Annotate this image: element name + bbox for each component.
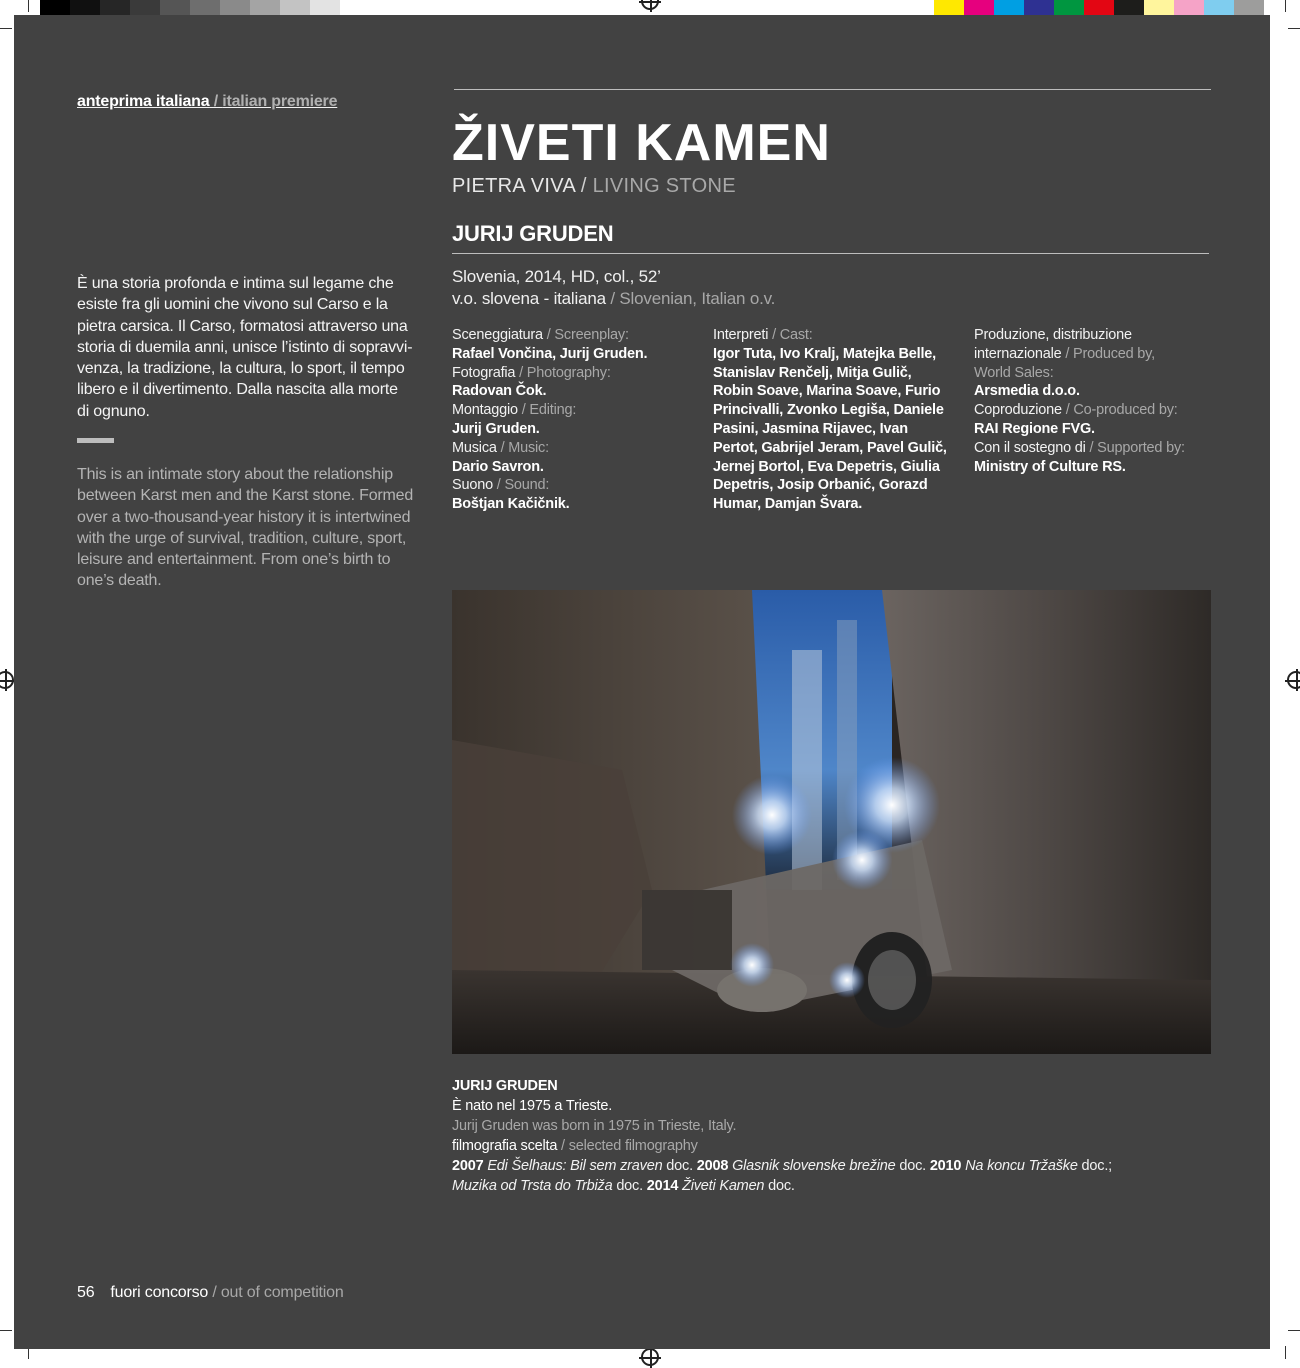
credit-editing [452,401,697,420]
synopsis-line: one’s death. [77,572,162,590]
color-swatch [1144,0,1174,15]
cast-line: Robin Soave, Marina Soave, Furio [713,383,941,400]
footer-sep: / [208,1284,221,1301]
bio-name: JURIJ GRUDEN [452,1078,558,1094]
credit-support [974,439,1219,458]
footer-section-it: fuori concorso [110,1284,209,1301]
language-en: Slovenian, Italian o.v. [619,289,776,308]
synopsis-line: leisure and entertainment. From one’s birth to [77,551,391,569]
cast-line: Humar, Damjan Švara. [713,496,863,513]
cast-line: Depetris, Josip Orbanić, Gorazd [713,477,928,494]
gray-swatch [280,0,310,15]
credit-photography [452,364,697,383]
cast-line: Igor Tuta, Ivo Kralj, Matejka Belle, [713,345,936,362]
credit-cast [713,326,958,345]
section-label [77,93,337,111]
color-swatch [934,0,964,15]
gray-swatch [100,0,130,15]
color-swatch [1084,0,1114,15]
credit-value: RAI Regione FVG. [974,420,1095,437]
credit-label-en: Produced by, [1073,345,1155,362]
credit-value: Jurij Gruden. [452,420,540,437]
director-name: JURIJ GRUDEN [452,221,614,246]
film-subtitle [452,175,736,198]
film-specs: Slovenia, 2014, HD, col., 52’ [452,267,661,286]
page-number: 56 [77,1284,95,1301]
credit-sep: / [496,439,509,456]
credit-music [452,439,697,458]
credit-sound [452,476,697,495]
synopsis-line: È una storia profonda e intima sul legame che [77,275,394,292]
filmography-title: Na koncu Tržaške [965,1158,1078,1174]
credit-sep: / [492,477,505,494]
gray-swatch [160,0,190,15]
credit-value: Dario Savron. [452,458,544,475]
credit-label-en: Sound: [504,477,550,494]
top-rule [454,89,1211,90]
page-footer [77,1284,344,1302]
registration-mark-icon [641,0,659,10]
cast-line: Stanislav Renčelj, Mitja Gulič, [713,364,912,381]
crop-mark [1288,1330,1300,1331]
subtitle-en: LIVING STONE [592,175,736,197]
credit-label-it: Coproduzione [974,402,1062,419]
director-rule [452,253,1209,254]
synopsis-line: venza, la tradizione, la cultura, lo sport, il tempo [77,360,405,378]
filmography-line [452,1156,1212,1176]
color-swatch [1114,0,1144,15]
synopsis-line: This is an intimate story about the relationship [77,466,393,483]
cmyk-color-bar [934,0,1264,15]
footer-section-en: out of competition [220,1284,344,1301]
synopsis-line: over a two-thousand-year history it is intertwined [77,508,411,526]
filmography-line [452,1176,1212,1196]
filmography-year: 2014 [646,1178,679,1194]
synopsis-line: storia di duemila anni, unisce l’istinto di sopravvi- [77,338,413,356]
credit-label-it: Interpreti [713,327,769,343]
section-label-sep: / [209,93,223,110]
filmography-year: 2008 [696,1158,729,1174]
crop-mark [0,1330,12,1331]
credit-label-en: Cast: [779,327,813,343]
color-swatch [1024,0,1054,15]
credit-sep: / [1061,345,1073,362]
credit-screenplay [452,326,697,345]
cast-line: Pertot, Gabrijel Jeram, Pavel Gulič, [713,439,947,456]
credit-label-it: Suono [452,477,493,494]
credit-sep: / [1061,402,1074,419]
bio-born-it: È nato nel 1975 a Trieste. [452,1098,613,1114]
credit-sep: / [542,327,555,343]
credit-label-en: World Sales: [974,364,1054,381]
filmography-kind: doc. [768,1178,795,1194]
filmography-title: Edi Šelhaus: Bil sem zraven [487,1158,663,1174]
filmography-kind: doc. [899,1158,926,1174]
film-title: ŽIVETI KAMEN [452,114,831,172]
subtitle-sep: / [574,175,593,197]
credit-value: Rafael Vončina, Jurij Gruden. [452,345,648,362]
gray-swatch [340,0,370,15]
gray-swatch [40,0,70,15]
registration-mark-icon [641,1348,659,1366]
language-sep: / [605,289,620,308]
language-it: v.o. slovena - italiana [452,289,606,308]
credit-sep: / [768,327,780,343]
director-bio [452,1076,1212,1196]
credit-label-en: Screenplay: [554,327,629,343]
filmography-heading-en: selected filmography [568,1138,698,1154]
synopsis-line: libero e il divertimento. Dalla nascita alla morte [77,381,398,399]
filmography-year: 2010 [929,1158,962,1174]
credit-label-it: Produzione, distribuzione [974,327,1132,343]
cast-line: Pasini, Jasmina Rijavec, Ivan [713,420,908,437]
crop-mark [0,28,12,29]
synopsis-line: esiste fra gli uomini che vivono sul Carso e la [77,296,388,314]
filmography-kind: doc. [616,1178,643,1194]
color-swatch [1234,0,1264,15]
filmography-year: 2007 [452,1158,484,1174]
film-still-image [452,590,1211,1054]
credit-label-en: Supported by: [1097,439,1185,456]
crop-mark [1285,1346,1286,1359]
credit-label-en: Co-produced by: [1073,402,1178,419]
subtitle-it: PIETRA VIVA [452,175,575,197]
section-label-it: anteprima italiana [77,93,210,110]
credit-value: Arsmedia d.o.o. [974,383,1080,400]
synopsis-line: with the urge of survival, tradition, culture, sport, [77,529,407,547]
filmography-title: Muzika od Trsta do Trbiža [452,1178,613,1194]
credit-value: Boštjan Kačičnik. [452,496,570,513]
credit-label-it: Sceneggiatura [452,327,543,343]
credit-sep: / [517,402,530,419]
credit-label-en: Music: [508,439,549,456]
credit-label-it: Musica [452,439,497,456]
filmography-kind: doc. [666,1158,693,1174]
credits-column-1 [452,326,697,514]
color-swatch [1174,0,1204,15]
gray-swatch [310,0,340,15]
gray-swatch [220,0,250,15]
synopsis-italian [77,273,422,422]
gray-color-bar [40,0,370,15]
credit-sep: / [1085,439,1098,456]
gray-swatch [250,0,280,15]
crop-mark [1288,28,1300,29]
catalog-page [14,15,1270,1349]
credit-label-it: Con il sostegno di [974,439,1086,456]
credit-value: Radovan Čok. [452,383,547,400]
filmography-kind: doc.; [1081,1158,1112,1174]
credits-column-cast [713,326,958,514]
credit-label-en: Photography: [526,364,611,381]
synopsis-line: di ognuno. [77,402,150,420]
color-swatch [1204,0,1234,15]
section-label-en: italian premiere [222,93,338,110]
credit-label-it: Montaggio [452,402,518,419]
credit-coproduction [974,401,1219,420]
bio-born-en: Jurij Gruden was born in 1975 in Trieste, Italy. [452,1118,737,1134]
synopsis-divider [77,438,114,443]
credit-sep: / [515,364,527,381]
film-language [452,289,775,309]
filmography-heading-it: filmografia scelta [452,1138,558,1154]
credit-label-it: internazionale [974,345,1062,362]
filmography-heading-sep: / [557,1138,569,1154]
filmography-title: Glasnik slovenske brežine [732,1158,896,1174]
color-swatch [1054,0,1084,15]
gray-swatch [130,0,160,15]
cast-line: Princivalli, Zvonko Legiša, Daniele [713,402,944,419]
filmography-heading [452,1136,1212,1156]
credit-label-it: Fotografia [452,364,516,381]
filmography-title: Živeti Kamen [682,1178,765,1194]
synopsis-line: between Karst men and the Karst stone. Formed [77,487,414,505]
registration-mark-icon [1287,671,1300,689]
color-swatch [964,0,994,15]
color-swatch [994,0,1024,15]
credits-column-production [974,326,1219,476]
crop-mark [1285,0,1286,12]
registration-mark-icon [0,671,14,689]
synopsis-line: pietra carsica. Il Carso, formatosi attraverso una [77,317,408,335]
gray-swatch [70,0,100,15]
synopsis-english [77,464,422,592]
credit-production [974,345,1219,364]
crop-mark [28,0,29,12]
credit-label-en: Editing: [529,402,577,419]
cast-line: Jernej Bortol, Eva Depetris, Giulia [713,458,940,475]
credit-value: Ministry of Culture RS. [974,458,1126,475]
gray-swatch [190,0,220,15]
